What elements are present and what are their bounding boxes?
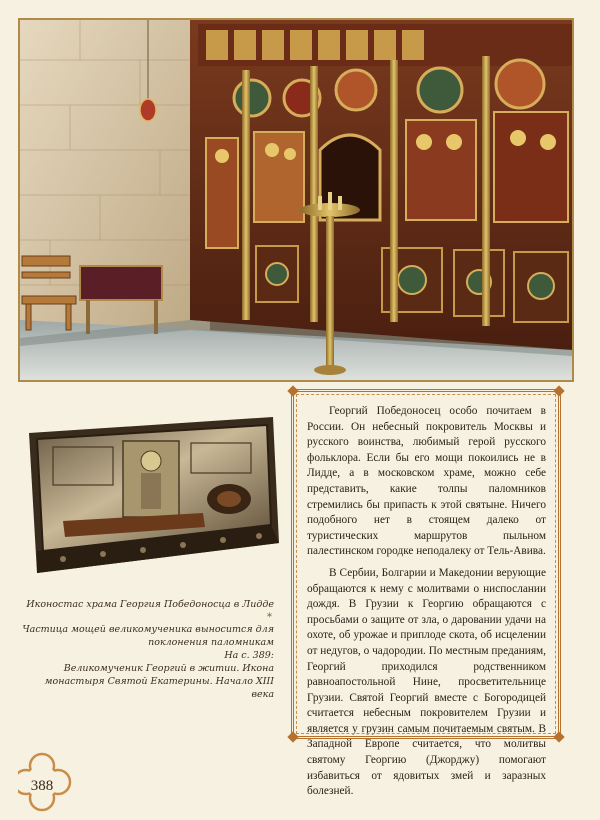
reliquary-photo <box>23 413 281 579</box>
page-number: 388 <box>30 778 54 794</box>
iconostasis-illustration <box>20 20 572 380</box>
caption-icon-description: Великомученик Георгий в житии. Икона монастыря Святой Екатерины. Начало XIII века <box>44 663 274 700</box>
caption-icon-reference: На с. 389: <box>224 650 274 661</box>
body-paragraph: В Сербии, Болгарии и Македонии верующие обращаются к нему с молитвами о ниспослании дождя. В Грузии к Георгию обращаются с просьбами о защите от зла, о даровании удачи на охоте, об урожае и приплоде скота, об исцелении от недугов, о чадородии. По местным преданиям, Георгий приходился родственником равноапостольной Нине, просветительнице Грузии. Святой Георгий вместе с Богородицей считается небесным покровителем Грузии и является у грузин самым почитаемым святым. В Западной Европе считается, что молитвы святому Георгию (Джорджу) помогают избавиться от ядовитых змей и заразных болезней. <box>307 566 546 798</box>
frame-corner-ornament <box>553 731 564 742</box>
page-number-ornament <box>18 752 82 816</box>
text-frame <box>291 389 561 798</box>
reliquary-illustration <box>23 413 281 579</box>
body-text <box>307 404 546 800</box>
body-paragraph: Георгий Победоносец особо почитаем в России. Он небесный покровитель Москвы и русского воинства, любимый герой русского фольклора. Если бы его мощи покоились не в Лидде, а в московском храме, можно себе представить, какие толпы паломников стремились бы припасть к этой святыне. Ничего подобного нет в стоящем далеко от туристических маршрутов пыльном палестинском городке неподалеку от Тель-Авива. <box>307 405 546 558</box>
frame-corner-ornament <box>287 385 298 396</box>
caption-iconostasis: Иконостас храма Георгия Победоносца в Лидде <box>26 599 274 610</box>
caption-separator: * <box>267 612 272 623</box>
iconostasis-photo <box>18 18 574 382</box>
captions <box>20 598 274 701</box>
frame-corner-ornament <box>553 385 564 396</box>
caption-relics: Частица мощей великомученика выносится для поклонения паломникам <box>22 624 274 648</box>
frame-corner-ornament <box>287 731 298 742</box>
